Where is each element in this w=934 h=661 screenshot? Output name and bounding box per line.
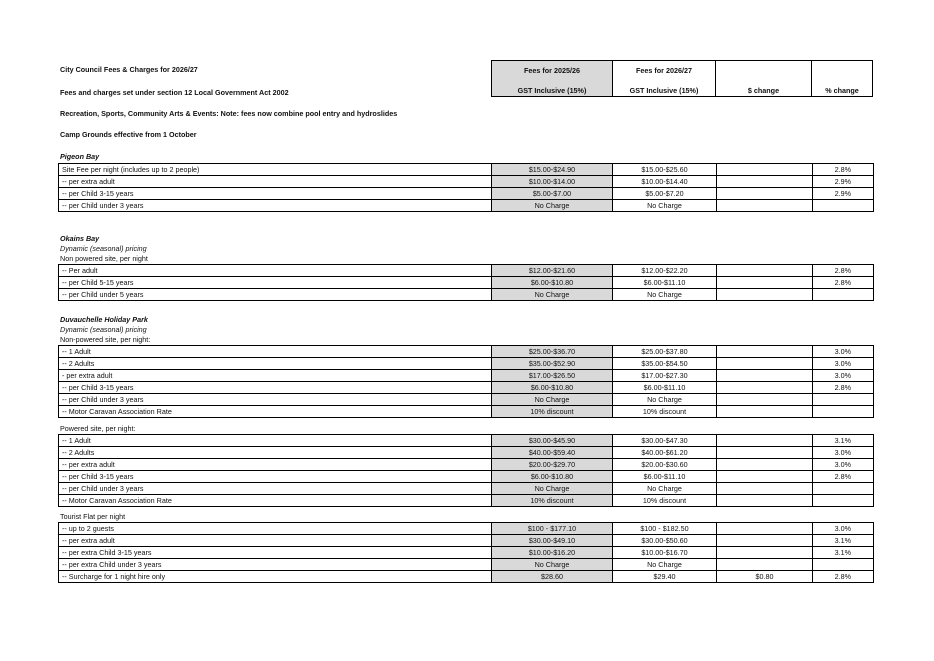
table-row — [59, 346, 874, 358]
fee-label-cell: -- per extra Child under 3 years — [59, 559, 492, 571]
fee-2025-26-cell: $17.00-$26.50 — [492, 370, 613, 382]
fee-label-cell: -- 1 Adult — [59, 346, 492, 358]
table-row — [59, 289, 874, 301]
fee-2026-27-cell: $17.00-$27.30 — [613, 370, 717, 382]
fee-2026-27-cell: No Charge — [613, 483, 717, 495]
fee-2026-27-cell: $30.00-$50.60 — [613, 535, 717, 547]
document-subtitle: Fees and charges set under section 12 Local Government Act 2002 — [60, 88, 289, 97]
dollar-change-cell — [717, 523, 813, 535]
pct-change-cell: 3.0% — [813, 523, 874, 535]
table-row — [59, 164, 874, 176]
fee-label-cell: -- 2 Adults — [59, 358, 492, 370]
fee-label-cell: Site Fee per night (includes up to 2 people) — [59, 164, 492, 176]
fee-2026-27-cell: No Charge — [613, 289, 717, 301]
fee-label-cell: -- 2 Adults — [59, 447, 492, 459]
fee-2025-26-cell: $40.00-$59.40 — [492, 447, 613, 459]
table-row — [59, 459, 874, 471]
fee-2026-27-cell: 10% discount — [613, 495, 717, 507]
duvauchelle-powered-heading: Powered site, per night: — [60, 424, 136, 433]
dollar-change-cell — [717, 200, 813, 212]
fee-label-cell: -- per Child 3-15 years — [59, 471, 492, 483]
fee-2026-27-cell: $20.00-$30.60 — [613, 459, 717, 471]
table-row — [59, 277, 874, 289]
dollar-change-cell — [717, 394, 813, 406]
fee-2026-27-cell: $29.40 — [613, 571, 717, 583]
fee-2026-27-cell: $6.00-$11.10 — [613, 277, 717, 289]
dollar-change-cell: $0.80 — [717, 571, 813, 583]
table-row — [59, 358, 874, 370]
fee-2025-26-cell: $20.00-$29.70 — [492, 459, 613, 471]
dollar-change-cell — [717, 447, 813, 459]
pct-change-cell: 3.0% — [813, 346, 874, 358]
col-header-fees-2025-26-label: Fees for 2025/26 — [524, 66, 580, 75]
fee-label-cell: -- up to 2 guests — [59, 523, 492, 535]
fee-2026-27-cell: $15.00-$25.60 — [613, 164, 717, 176]
col-header-fees-2026-27-label: Fees for 2026/27 — [636, 66, 692, 75]
pct-change-cell: 3.1% — [813, 435, 874, 447]
fee-label-cell: -- 1 Adult — [59, 435, 492, 447]
document-title: City Council Fees & Charges for 2026/27 — [60, 65, 198, 74]
pct-change-cell — [813, 200, 874, 212]
dollar-change-cell — [717, 547, 813, 559]
dollar-change-cell — [717, 176, 813, 188]
fee-label-cell: - per extra adult — [59, 370, 492, 382]
fee-2026-27-cell: No Charge — [613, 559, 717, 571]
dollar-change-cell — [717, 495, 813, 507]
fee-2025-26-cell: $28.60 — [492, 571, 613, 583]
col-header-dollar-change — [715, 60, 812, 97]
fee-2025-26-cell: No Charge — [492, 200, 613, 212]
pct-change-cell: 3.0% — [813, 447, 874, 459]
fee-2025-26-cell: 10% discount — [492, 406, 613, 418]
pct-change-cell: 2.8% — [813, 164, 874, 176]
dollar-change-cell — [717, 358, 813, 370]
col-header-fees-2025-26 — [491, 60, 613, 97]
table-row — [59, 447, 874, 459]
fee-2026-27-cell: $30.00-$47.30 — [613, 435, 717, 447]
fee-2025-26-cell: $10.00-$16.20 — [492, 547, 613, 559]
fee-2026-27-cell: No Charge — [613, 200, 717, 212]
fee-label-cell: -- per Child under 3 years — [59, 200, 492, 212]
fee-2025-26-cell: $35.00-$52.90 — [492, 358, 613, 370]
table-duvauchelle-powered — [58, 434, 874, 507]
pct-change-cell: 2.8% — [813, 277, 874, 289]
pct-change-cell — [813, 495, 874, 507]
fee-2026-27-cell: $5.00-$7.20 — [613, 188, 717, 200]
fee-2026-27-cell: $6.00-$11.10 — [613, 471, 717, 483]
col-header-gst-2025-26: GST Inclusive (15%) — [517, 86, 587, 95]
table-row — [59, 200, 874, 212]
dollar-change-cell — [717, 346, 813, 358]
fee-2026-27-cell: $100 - $182.50 — [613, 523, 717, 535]
pct-change-cell: 2.8% — [813, 382, 874, 394]
col-header-pct-change-label: % change — [825, 86, 859, 95]
fee-2026-27-cell: $10.00-$14.40 — [613, 176, 717, 188]
fee-2025-26-cell: $6.00-$10.80 — [492, 382, 613, 394]
pct-change-cell: 2.8% — [813, 571, 874, 583]
table-row — [59, 394, 874, 406]
table-row — [59, 265, 874, 277]
dollar-change-cell — [717, 483, 813, 495]
fee-label-cell: -- per Child 5-15 years — [59, 277, 492, 289]
table-pigeon-bay — [58, 163, 874, 212]
section-pigeon-bay: Pigeon Bay — [60, 152, 100, 161]
pct-change-cell — [813, 406, 874, 418]
fee-label-cell: -- per extra Child 3-15 years — [59, 547, 492, 559]
table-row — [59, 571, 874, 583]
table-row — [59, 176, 874, 188]
dollar-change-cell — [717, 277, 813, 289]
fee-label-cell: -- per Child under 3 years — [59, 483, 492, 495]
duvauchelle-nonpowered-heading: Non-powered site, per night: — [60, 335, 151, 344]
table-row — [59, 535, 874, 547]
pct-change-cell: 3.0% — [813, 370, 874, 382]
fee-2025-26-cell: $25.00-$36.70 — [492, 346, 613, 358]
fee-2026-27-cell: No Charge — [613, 394, 717, 406]
table-row — [59, 547, 874, 559]
fee-label-cell: -- per Child 3-15 years — [59, 382, 492, 394]
pct-change-cell — [813, 483, 874, 495]
fee-label-cell: -- Surcharge for 1 night hire only — [59, 571, 492, 583]
effective-note: Camp Grounds effective from 1 October — [60, 130, 197, 139]
table-row — [59, 495, 874, 507]
fee-2025-26-cell: $12.00-$21.60 — [492, 265, 613, 277]
dollar-change-cell — [717, 265, 813, 277]
dollar-change-cell — [717, 164, 813, 176]
col-header-pct-change — [811, 60, 873, 97]
fee-2025-26-cell: No Charge — [492, 394, 613, 406]
dollar-change-cell — [717, 471, 813, 483]
col-header-gst-2026-27: GST Inclusive (15%) — [629, 86, 699, 95]
fee-2025-26-cell: $10.00-$14.00 — [492, 176, 613, 188]
section-heading: Recreation, Sports, Community Arts & Events: Note: fees now combine pool entry and hydroslides — [60, 109, 398, 118]
fee-2025-26-cell: $30.00-$45.90 — [492, 435, 613, 447]
fee-label-cell: -- per extra adult — [59, 176, 492, 188]
fee-2025-26-cell: $100 - $177.10 — [492, 523, 613, 535]
pct-change-cell: 2.9% — [813, 176, 874, 188]
fee-2025-26-cell: $15.00-$24.90 — [492, 164, 613, 176]
pct-change-cell: 3.0% — [813, 459, 874, 471]
fee-2025-26-cell: No Charge — [492, 483, 613, 495]
fee-2026-27-cell: $6.00-$11.10 — [613, 382, 717, 394]
okains-subheading: Non powered site, per night — [60, 254, 148, 263]
dollar-change-cell — [717, 459, 813, 471]
dollar-change-cell — [717, 289, 813, 301]
dollar-change-cell — [717, 559, 813, 571]
table-duvauchelle-tourist — [58, 522, 874, 583]
fee-2026-27-cell: $25.00-$37.80 — [613, 346, 717, 358]
duvauchelle-pricing-note: Dynamic (seasonal) pricing — [60, 325, 147, 334]
dollar-change-cell — [717, 535, 813, 547]
fee-2026-27-cell: $35.00-$54.50 — [613, 358, 717, 370]
fee-2025-26-cell: 10% discount — [492, 495, 613, 507]
dollar-change-cell — [717, 435, 813, 447]
fee-label-cell: -- Motor Caravan Association Rate — [59, 495, 492, 507]
pct-change-cell — [813, 559, 874, 571]
dollar-change-cell — [717, 188, 813, 200]
table-row — [59, 483, 874, 495]
pct-change-cell: 3.1% — [813, 547, 874, 559]
fee-2025-26-cell: $6.00-$10.80 — [492, 471, 613, 483]
table-row — [59, 559, 874, 571]
fee-label-cell: -- per Child under 3 years — [59, 394, 492, 406]
pct-change-cell: 2.8% — [813, 265, 874, 277]
fee-2025-26-cell: $5.00-$7.00 — [492, 188, 613, 200]
dollar-change-cell — [717, 406, 813, 418]
col-header-dollar-change-label: $ change — [747, 86, 780, 95]
fee-2026-27-cell: $10.00-$16.70 — [613, 547, 717, 559]
fee-label-cell: -- Per adult — [59, 265, 492, 277]
pct-change-cell: 2.9% — [813, 188, 874, 200]
pct-change-cell: 2.8% — [813, 471, 874, 483]
table-duvauchelle-nonpowered — [58, 345, 874, 418]
section-okains-bay: Okains Bay — [60, 234, 100, 243]
table-row — [59, 382, 874, 394]
fee-label-cell: -- per extra adult — [59, 459, 492, 471]
fee-2025-26-cell: No Charge — [492, 289, 613, 301]
pct-change-cell: 3.1% — [813, 535, 874, 547]
col-header-fees-2026-27 — [612, 60, 716, 97]
fee-2025-26-cell: $30.00-$49.10 — [492, 535, 613, 547]
table-row — [59, 523, 874, 535]
fee-label-cell: -- Motor Caravan Association Rate — [59, 406, 492, 418]
pct-change-cell: 3.0% — [813, 358, 874, 370]
duvauchelle-tourist-heading: Tourist Flat per night — [60, 512, 126, 521]
dollar-change-cell — [717, 370, 813, 382]
fee-2025-26-cell: No Charge — [492, 559, 613, 571]
table-row — [59, 188, 874, 200]
pct-change-cell — [813, 394, 874, 406]
dollar-change-cell — [717, 382, 813, 394]
section-duvauchelle: Duvauchelle Holiday Park — [60, 315, 148, 324]
fee-label-cell: -- per Child 3-15 years — [59, 188, 492, 200]
fee-2025-26-cell: $6.00-$10.80 — [492, 277, 613, 289]
table-okains-bay — [58, 264, 874, 301]
pct-change-cell — [813, 289, 874, 301]
fee-2026-27-cell: 10% discount — [613, 406, 717, 418]
table-row — [59, 435, 874, 447]
table-row — [59, 370, 874, 382]
table-row — [59, 471, 874, 483]
fee-2026-27-cell: $40.00-$61.20 — [613, 447, 717, 459]
fee-label-cell: -- per extra adult — [59, 535, 492, 547]
okains-pricing-note: Dynamic (seasonal) pricing — [60, 244, 147, 253]
fee-2026-27-cell: $12.00-$22.20 — [613, 265, 717, 277]
fee-label-cell: -- per Child under 5 years — [59, 289, 492, 301]
table-row — [59, 406, 874, 418]
